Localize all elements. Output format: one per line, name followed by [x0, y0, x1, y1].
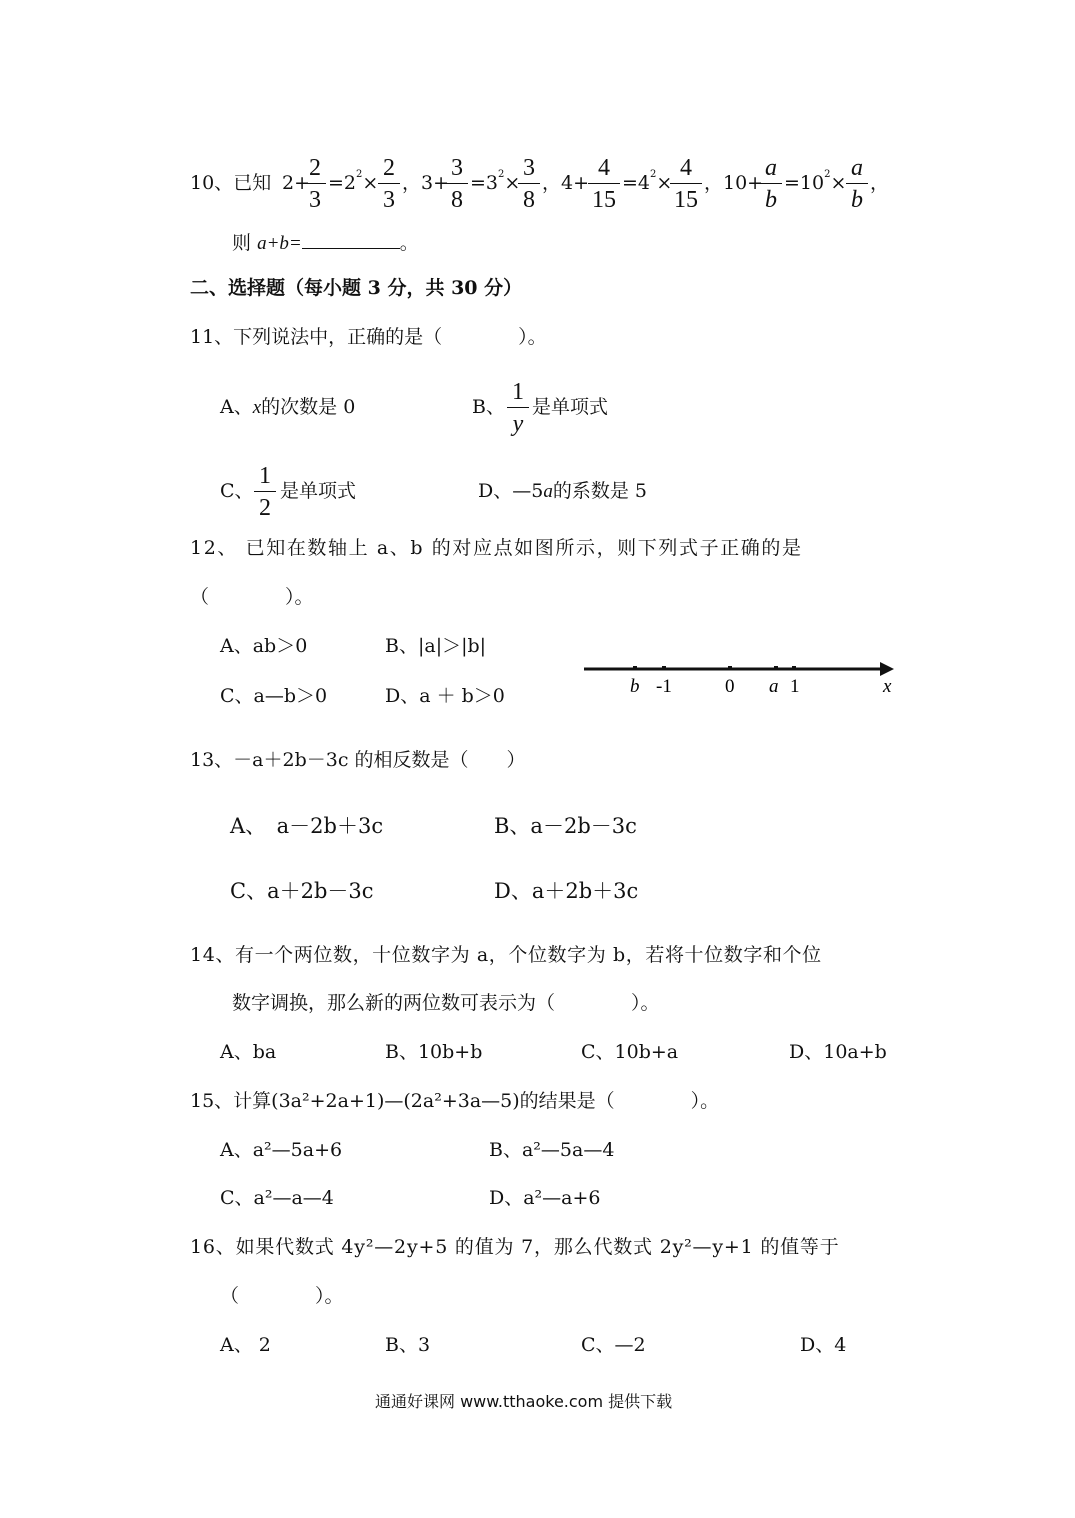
- q11-option-b-label: B、: [472, 396, 505, 418]
- tick-one: [792, 666, 796, 669]
- q15-option-d: D、a²—a+6: [489, 1187, 601, 1209]
- q11-option-c-text: 是单项式: [280, 480, 357, 502]
- axis-label-neg1: -1: [656, 676, 672, 697]
- q15-option-b: B、a²—5a—4: [489, 1139, 615, 1161]
- q10-fraction-2: 3 8: [446, 156, 468, 212]
- axis-label-one: 1: [790, 676, 800, 697]
- q13-stem: 13、－a＋2b－3c 的相反数是（ ）: [190, 749, 526, 771]
- q12-stem-line2: （ ）。: [190, 586, 314, 608]
- q16-option-a: A、 2: [220, 1334, 271, 1356]
- q10-term1-eq: $=2^2\times$: [328, 169, 379, 194]
- axis-label-b: b: [630, 676, 640, 697]
- q10-fraction-1: [304, 156, 326, 212]
- q14-option-d: D、10a+b: [789, 1041, 887, 1063]
- q10-number: 10、: [190, 172, 234, 194]
- q14-option-a: A、ba: [220, 1041, 277, 1063]
- tick-zero: [728, 666, 732, 669]
- q10-lead: 已知: [233, 172, 272, 194]
- axis-label-zero: 0: [725, 676, 735, 697]
- q10-term4-prefix: ，10+: [704, 172, 764, 194]
- q13-option-b: B、a－2b－3c: [494, 814, 637, 838]
- q10-fraction-2b: 3 8: [518, 156, 540, 212]
- q14-stem-line1: 14、有一个两位数，十位数字为 a，个位数字为 b，若将十位数字和个位: [190, 944, 822, 966]
- q10-fraction-1b: 2 3: [378, 156, 400, 212]
- q11-option-a: A、x的次数是 0: [220, 396, 356, 418]
- q12-option-b: B、|a|＞|b|: [385, 635, 487, 657]
- q10-term2-prefix: ，3+: [402, 172, 450, 194]
- q10-fraction-3: 4 15: [588, 156, 620, 212]
- tick-a: [774, 666, 778, 669]
- q13-option-a: A、 a－2b＋3c: [230, 814, 384, 838]
- q10-line1: [190, 174, 271, 193]
- q10-end: ，: [870, 172, 890, 194]
- q12-option-a: A、ab＞0: [220, 635, 308, 657]
- q10-fraction-4: a b: [760, 156, 782, 212]
- q14-option-b: B、10b+b: [385, 1041, 483, 1063]
- q10-fraction-3b: 4 15: [670, 156, 702, 212]
- q12-option-d: D、a ＋ b＞0: [385, 685, 505, 707]
- q10-f1-denominator: 3: [309, 187, 321, 213]
- q10-fraction-4b: a b: [846, 156, 868, 212]
- q11-option-d: D、—5a的系数是 5: [478, 480, 647, 502]
- q15-option-a: A、a²—5a+6: [220, 1139, 343, 1161]
- number-line-arrow: [880, 662, 894, 676]
- q10-term3-prefix: ，4+: [542, 172, 590, 194]
- q12-number-line: [580, 652, 910, 702]
- q11-stem: 11、下列说法中，正确的是（ ）。: [190, 326, 547, 348]
- q10-answer-blank[interactable]: [302, 232, 400, 249]
- q10-term4-eq: $=10^2\times$: [784, 169, 847, 194]
- q16-option-b: B、3: [385, 1334, 431, 1356]
- section2-title: 二、选择题（每小题 3 分，共 30 分）: [190, 277, 523, 299]
- q13-option-d: D、a＋2b＋3c: [494, 879, 639, 903]
- q16-stem-line1: 16、如果代数式 4y²—2y+5 的值为 7，那么代数式 2y²—y+1 的值等于: [190, 1236, 840, 1258]
- axis-label-a: a: [769, 676, 779, 697]
- q16-stem-line2: （ ）。: [220, 1285, 344, 1307]
- q10-term1-prefix: 2+: [282, 172, 311, 194]
- axis-label-x: x: [883, 676, 892, 697]
- tick-neg1: [662, 666, 666, 669]
- tick-b: [633, 666, 637, 669]
- q10-f1-numerator: 2: [309, 155, 321, 181]
- q14-option-c: C、10b+a: [581, 1041, 679, 1063]
- q10-term3-eq: $=4^2\times$: [622, 169, 673, 194]
- q11-option-b-text: 是单项式: [532, 396, 609, 418]
- q10-term2-eq: $=3^2\times$: [470, 169, 521, 194]
- q15-stem: 15、计算(3a²+2a+1)—(2a²+3a—5)的结果是（ ）。: [190, 1090, 720, 1112]
- q11-option-c-fraction: 1 2: [254, 464, 276, 520]
- q13-option-c: C、a＋2b－3c: [230, 879, 374, 903]
- q10-line2: 则 a+b= 。: [232, 232, 419, 254]
- q12-option-c: C、a—b＞0: [220, 685, 328, 707]
- q16-option-d: D、4: [800, 1334, 847, 1356]
- q16-option-c: C、—2: [581, 1334, 646, 1356]
- q15-option-c: C、a²—a—4: [220, 1187, 334, 1209]
- q12-stem-line1: 12、 已知在数轴上 a、b 的对应点如图所示，则下列式子正确的是: [190, 537, 803, 559]
- page-footer: 通通好课网 www.tthaoke.com 提供下载: [375, 1392, 673, 1411]
- q10-answer-expr: a+b=: [257, 233, 302, 254]
- q11-option-c-label: C、: [220, 480, 254, 502]
- q11-option-b-fraction: 1 y: [507, 380, 529, 436]
- q14-stem-line2: 数字调换，那么新的两位数可表示为（ ）。: [232, 992, 660, 1014]
